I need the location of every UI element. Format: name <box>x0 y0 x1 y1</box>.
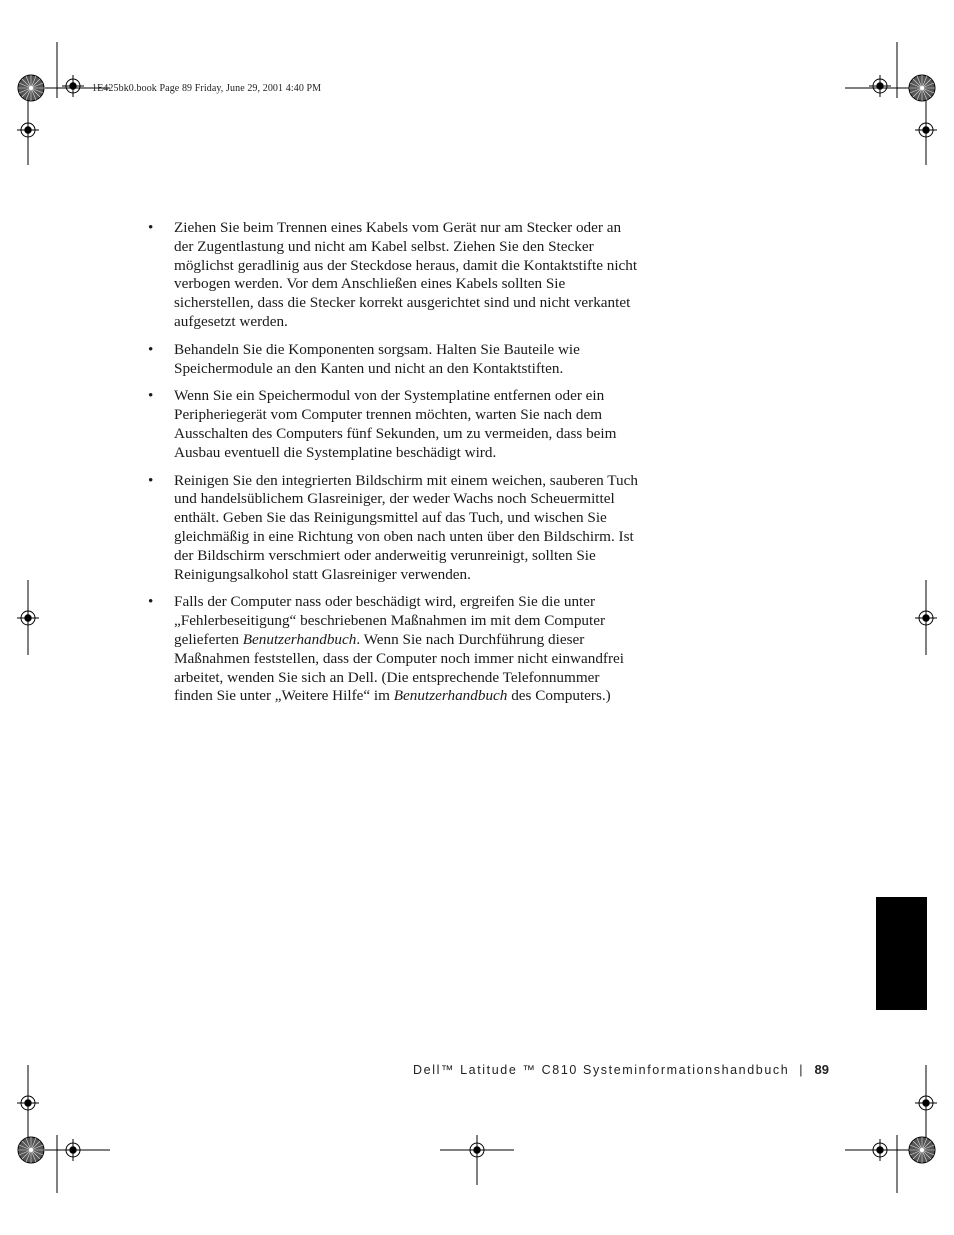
text-run: Ziehen Sie beim Trennen eines Kabels vom Gerät nur am Stecker oder an der Zugentlastung und nicht am Kabel selbst. Ziehen Sie den Stecker möglichst geradlinig aus der Steckdose heraus, damit die Kontaktstifte nicht verbogen werden. Vor dem Anschließen eines Kabels sollten Sie sicherstellen, dass die Stecker korrekt ausgerichtet sind und nicht verkantet aufgesetzt werden. <box>174 219 638 330</box>
bullet-marker: • <box>148 219 154 236</box>
text-run: Wenn Sie ein Speichermodul von der Systemplatine entfernen oder ein Peripheriegerät vom Computer trennen möchten, warten Sie nach dem Ausschalten des Computers fünf Sekunden, um zu vermeiden, dass beim Ausbau eventuell die Systemplatine beschädigt wird. <box>174 387 617 461</box>
bullet-marker: • <box>148 593 154 611</box>
bullet-text <box>174 472 638 585</box>
bullet-item <box>148 219 638 332</box>
print-header: 1E425bk0.book Page 89 Friday, June 29, 2001 4:40 PM <box>92 83 322 94</box>
footer-title: Dell™ Latitude ™ C810 Systeminformationshandbuch <box>413 1062 790 1077</box>
italic-reference: Benutzerhandbuch <box>242 630 357 648</box>
bullet-text <box>174 219 638 332</box>
page-number: 89 <box>814 1062 829 1077</box>
bullet-text <box>174 387 638 462</box>
thumb-index-tab <box>876 897 927 1010</box>
italic-reference: Benutzerhandbuch <box>393 687 508 705</box>
bullet-text <box>174 593 638 706</box>
body-text <box>148 219 638 715</box>
bullet-item <box>148 341 638 379</box>
page-footer <box>413 1062 829 1077</box>
bullet-text <box>174 341 638 379</box>
bullet-item <box>148 472 638 585</box>
bullet-marker: • <box>148 340 154 358</box>
text-run: Falls der Computer nass oder beschädigt wird, ergreifen Sie die unter „Fehlerbeseitigung“ beschriebenen Maßnahmen im mit dem Computer gelieferten <box>174 593 606 648</box>
text-run: Reinigen Sie den integrierten Bildschirm mit einem weichen, sauberen Tuch und handelsüblichem Glasreiniger, der weder Wachs noch Scheuermittel enthält. Geben Sie das Reinigungsmittel auf das Tuch, und wischen Sie gleichmäßig in eine Richtung von oben nach unten über den Bildschirm. Ist der Bildschirm verschmiert oder anderweitig verunreinigt, sollten Sie Reinigungsalkohol statt Glasreiniger verwenden. <box>174 471 638 583</box>
bullet-item <box>148 387 638 462</box>
bullet-marker: • <box>148 387 154 405</box>
footer-separator: | <box>799 1062 803 1077</box>
text-run: des Computers.) <box>507 687 611 705</box>
text-run: . Wenn Sie nach Durchführung dieser Maßnahmen feststellen, dass der Computer noch immer nicht einwandfrei arbeitet, wenden Sie sich an Dell. (Die entsprechende Telefonnummer finden Sie unter „Weitere Hilfe“ im <box>174 630 625 705</box>
bullet-item <box>148 593 638 706</box>
bullet-marker: • <box>148 471 154 489</box>
text-run: Behandeln Sie die Komponenten sorgsam. Halten Sie Bauteile wie Speichermodule an den Kanten und nicht an den Kontaktstiften. <box>174 340 580 377</box>
